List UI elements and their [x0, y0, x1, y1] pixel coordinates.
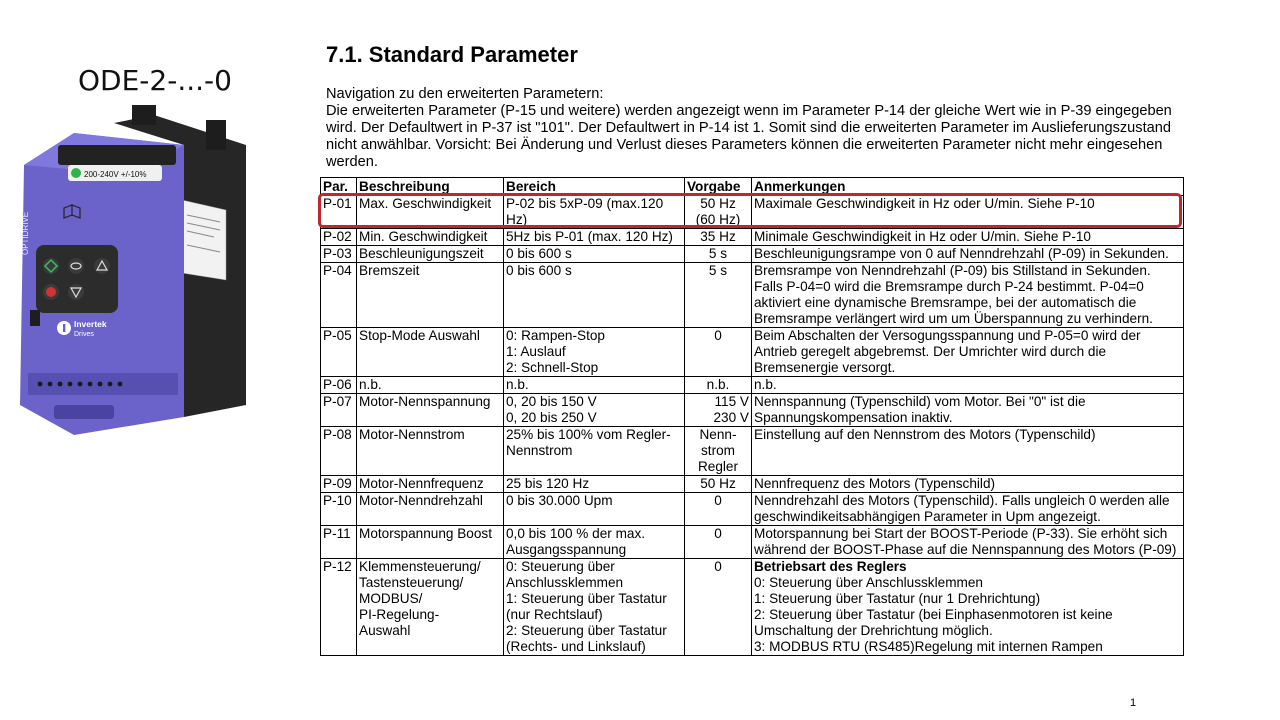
cell-default: 0 — [685, 559, 752, 656]
navigate-icon — [68, 258, 84, 274]
intro-heading: Navigation zu den erweiterten Parametern: — [326, 86, 604, 102]
cell-notes: n.b. — [752, 377, 1184, 394]
cell-notes: Nennfrequenz des Motors (Typenschild) — [752, 476, 1184, 493]
cell-desc: Stop-Mode Auswahl — [357, 328, 504, 377]
table-row — [321, 229, 1184, 246]
table-header-row — [321, 178, 1184, 196]
cell-desc: Motor-Nennfrequenz — [357, 476, 504, 493]
cell-notes: Beim Abschalten der Versogungsspannung und P-05=0 wird der Antrieb geregelt abgebremst. Der Umrichter wird durch die Bremsenergie versorgt. — [752, 328, 1184, 377]
cell-par: P-09 — [321, 476, 357, 493]
svg-text:Drives: Drives — [74, 331, 94, 338]
intro-body: Die erweiterten Parameter (P-15 und weitere) werden angezeigt wenn im Parameter P-14 der gleiche Wert wie in P-39 eingegeben wird. Der Defaultwert in P-37 ist "101". Der Defaultwert in P-14 ist 1. Somit sind die erweiterten Parameter im Auslieferungszustand nicht anwählbar. Vorsicht: Bei Änderung und Verlust dieses Parameters können die erweiterten Parameter nicht mehr eingesehen werden. — [326, 103, 1172, 170]
cell-desc: Max. Geschwindigkeit — [357, 196, 504, 229]
header-beschreibung: Beschreibung — [357, 178, 504, 196]
cell-default: 0 — [685, 328, 752, 377]
model-label: ODE-2-...-0 — [78, 64, 232, 97]
document-title: 7.1. Standard Parameter — [326, 42, 578, 67]
cell-desc: Min. Geschwindigkeit — [357, 229, 504, 246]
table-row — [321, 427, 1184, 476]
cell-notes: Motorspannung bei Start der BOOST-Periode (P-33). Sie erhöht sich während der BOOST-Phase auf die Nennspannung des Motors (P-09) — [752, 526, 1184, 559]
cell-notes: Nennspannung (Typenschild) vom Motor. Bei "0" ist die Spannungskompensation inaktiv. — [752, 394, 1184, 427]
cell-par: P-04 — [321, 263, 357, 328]
svg-text:Invertek: Invertek — [74, 319, 107, 329]
cell-default: 115 V 230 V — [685, 394, 752, 427]
down-arrow-icon — [68, 284, 84, 300]
cell-notes: Bremsrampe von Nenndrehzahl (P-09) bis Stillstand in Sekunden. Falls P-04=0 wird die Bremsrampe durch P-24 bestimmt. P-04=0 aktiviert eine dynamische Bremsrampe, bei der automatisch die Bremsrampe verlängert wird um um Überspannung zu verhindern. — [752, 263, 1184, 328]
cell-desc: Motor-Nennspannung — [357, 394, 504, 427]
top-bracket — [132, 105, 156, 125]
table-row — [321, 246, 1184, 263]
cell-range: 5Hz bis P-01 (max. 120 Hz) — [504, 229, 685, 246]
cell-notes: Nenndrehzahl des Motors (Typenschild). Falls ungleich 0 werden alle geschwindikeitsabhängigen Parameter in Upm angezeigt. — [752, 493, 1184, 526]
table-row — [321, 559, 1184, 656]
table-row — [321, 328, 1184, 377]
cell-default: 35 Hz — [685, 229, 752, 246]
notes-body: 0: Steuerung über Anschlussklemmen 1: Steuerung über Tastatur (nur 1 Drehrichtung) 2: Steuerung über Tastatur (bei Einphasenmotoren ist keine Umschaltung der Drehrichtung möglich. 3: MODBUS RTU (RS485)Regelung mit internen Rampen — [754, 575, 1113, 654]
cell-par: P-07 — [321, 394, 357, 427]
voltage-label: 200-240V +/-10% — [84, 170, 147, 179]
cell-notes — [752, 559, 1184, 656]
table-row — [321, 263, 1184, 328]
cell-default: 5 s — [685, 246, 752, 263]
cell-desc: Motor-Nennstrom — [357, 427, 504, 476]
cell-range: 0,0 bis 100 % der max. Ausgangsspannung — [504, 526, 685, 559]
header-vorgabe: Vorgabe — [685, 178, 752, 196]
table-row — [321, 394, 1184, 427]
cell-range: 0: Rampen-Stop 1: Auslauf 2: Schnell-Stop — [504, 328, 685, 377]
cell-par: P-03 — [321, 246, 357, 263]
intro-text — [326, 86, 1176, 171]
cell-default: 50 Hz (60 Hz) — [685, 196, 752, 229]
keypad — [36, 245, 118, 313]
table-row — [321, 493, 1184, 526]
cell-desc: Motorspannung Boost — [357, 526, 504, 559]
cell-notes: Minimale Geschwindigkeit in Hz oder U/min. Siehe P-10 — [752, 229, 1184, 246]
start-icon — [43, 258, 59, 274]
table-row — [321, 196, 1184, 229]
cell-range: P-02 bis 5xP-09 (max.120 Hz) — [504, 196, 685, 229]
parameter-table — [320, 177, 1184, 656]
stop-icon — [43, 284, 59, 300]
cell-default: 5 s — [685, 263, 752, 328]
cell-par: P-01 — [321, 196, 357, 229]
notes-title: Betriebsart des Reglers — [754, 559, 907, 574]
table-row — [321, 476, 1184, 493]
cell-par: P-06 — [321, 377, 357, 394]
page-number: 1 — [1130, 697, 1137, 709]
cell-default: 50 Hz — [685, 476, 752, 493]
cell-par: P-05 — [321, 328, 357, 377]
cell-desc: Klemmensteuerung/ Tastensteuerung/ MODBUS/ PI-Regelung- Auswahl — [357, 559, 504, 656]
rating-label — [182, 200, 226, 280]
cell-default: Nenn- strom Regler — [685, 427, 752, 476]
cell-notes: Maximale Geschwindigkeit in Hz oder U/min. Siehe P-10 — [752, 196, 1184, 229]
cell-desc: Bremszeit — [357, 263, 504, 328]
cell-default: 0 — [685, 526, 752, 559]
right-bracket — [206, 120, 226, 150]
header-bereich: Bereich — [504, 178, 685, 196]
cell-range: 0: Steuerung über Anschlussklemmen 1: Steuerung über Tastatur (nur Rechtslauf) 2: Steuerung über Tastatur (Rechts- und Linkslauf) — [504, 559, 685, 656]
cell-default: 0 — [685, 493, 752, 526]
cell-range: 0 bis 600 s — [504, 263, 685, 328]
side-brand-label: OPTIDRIVE — [21, 211, 30, 255]
cell-default: n.b. — [685, 377, 752, 394]
cell-range: 0 bis 600 s — [504, 246, 685, 263]
cell-range: 25% bis 100% vom Regler-Nennstrom — [504, 427, 685, 476]
device-image — [14, 105, 264, 435]
cell-notes: Beschleunigungsrampe von 0 auf Nenndrehzahl (P-09) in Sekunden. — [752, 246, 1184, 263]
header-par: Par. — [321, 178, 357, 196]
cell-desc: Motor-Nenndrehzahl — [357, 493, 504, 526]
cell-notes: Einstellung auf den Nennstrom des Motors (Typenschild) — [752, 427, 1184, 476]
cell-desc: Beschleunigungszeit — [357, 246, 504, 263]
cell-par: P-08 — [321, 427, 357, 476]
cell-par: P-11 — [321, 526, 357, 559]
table-row — [321, 526, 1184, 559]
table-row — [321, 377, 1184, 394]
cell-range: n.b. — [504, 377, 685, 394]
cell-par: P-02 — [321, 229, 357, 246]
header-anmerkungen: Anmerkungen — [752, 178, 1184, 196]
cell-par: P-12 — [321, 559, 357, 656]
cell-range: 25 bis 120 Hz — [504, 476, 685, 493]
cell-desc: n.b. — [357, 377, 504, 394]
cell-par: P-10 — [321, 493, 357, 526]
cell-range: 0, 20 bis 150 V 0, 20 bis 250 V — [504, 394, 685, 427]
cell-range: 0 bis 30.000 Upm — [504, 493, 685, 526]
up-arrow-icon — [94, 258, 110, 274]
